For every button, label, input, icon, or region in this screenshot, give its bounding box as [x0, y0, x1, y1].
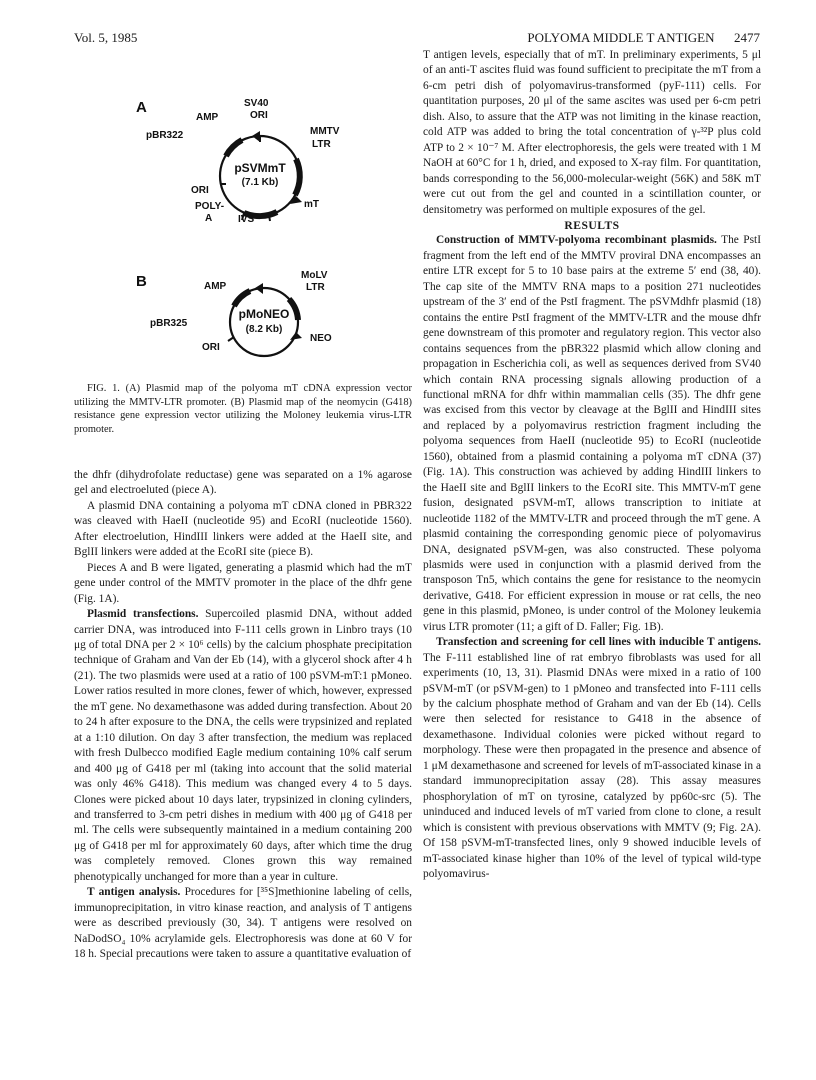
- t-antigen-analysis-body: Procedures for [³⁵S]methionine labeling of cells, immunoprecipitation, in vitro kinase reaction, and analysis of T antigens were as described previously (30, 34). T antigens were resolved on NaDodSO₄ 10% acrylamide gels. Electrophoresis was done at 60 V for 18 h. Special precautions were taken to assure a quantitative evaluation of: [74, 886, 412, 961]
- transfection-screening-heading: Transfection and screening for cell lines with inducible T antigens.: [436, 636, 761, 649]
- arrow-amp: [252, 131, 260, 142]
- right-column: [423, 48, 761, 882]
- left-column: [74, 468, 412, 963]
- right-paragraph-1: T antigen levels, especially that of mT. In preliminary experiments, 5 μl of an anti-T ascites fluid was found sufficient to precipitate the mT from a 6-cm petri dish of polyomavirus-transformed (pyF-111) cells. For quantitation purposes, 20 μl of the same ascites was used per 6-cm petri dish. Also, to assure that the ATP was not limiting in the kinase reaction, cold ATP was added to bring the total concentration of γ-³²P plus cold ATP to 2 × 10⁻⁷ M. After electrophoresis, the gels were treated with 1 M NaOH at 60°C for 1 h, dried, and exposed to X-ray film. For quantitation, bands corresponding to the 56,000-molecular-weight (56K) and 58K mT were cut out from the gel and counted in a scintillation counter, or densitometry was performed on multiple exposures of the gel.: [423, 49, 761, 216]
- volume-label: Vol. 5, 1985: [74, 30, 138, 45]
- arrow-neo: [290, 332, 302, 340]
- label-ltr-b: LTR: [306, 282, 325, 293]
- mmtv-ltr-segment: [295, 159, 300, 195]
- label-sv40: SV40: [244, 98, 269, 109]
- label-poly-a: A: [205, 213, 213, 224]
- left-paragraph-4: [74, 607, 412, 885]
- label-pbr325: pBR325: [150, 318, 188, 329]
- panel-a-letter: A: [136, 99, 147, 116]
- right-paragraph-2: [423, 233, 761, 635]
- left-paragraph-3: Pieces A and B were ligated, generating a plasmid which had the mT gene under control of the MMTV promoter in the place of the dhfr gene (Fig. 1A).: [74, 561, 412, 605]
- results-heading: RESULTS: [564, 218, 620, 232]
- label-neo: NEO: [310, 333, 332, 344]
- figure-1-caption: [74, 382, 412, 436]
- amp-segment: [226, 140, 242, 156]
- label-molv: MoLV: [301, 270, 328, 281]
- plasmid-a-map: [220, 131, 302, 221]
- label-ori-b: ORI: [202, 342, 220, 353]
- label-amp-b: AMP: [204, 281, 227, 292]
- figure-1: [74, 80, 412, 370]
- plasmid-b-name: pMoNEO: [238, 307, 290, 321]
- construction-heading: Construction of MMTV-polyoma recombinant plasmids.: [436, 234, 717, 247]
- ivs-tick: [269, 215, 270, 221]
- panel-b-letter: B: [136, 273, 147, 290]
- label-ori-top: ORI: [250, 110, 268, 121]
- plasmid-b-size: (8.2 Kb): [245, 324, 283, 335]
- label-mmtv: MMTV: [310, 126, 340, 137]
- label-ori-left: ORI: [191, 185, 209, 196]
- label-ivs: IVS: [238, 214, 255, 225]
- caption-text: FIG. 1. (A) Plasmid map of the polyoma mT cDNA expression vector utilizing the MMTV-LTR promoter. (B) Plasmid map of the neomycin (G418) resistance gene expression vector utilizing the Moloney leukemia virus-LTR promoter.: [74, 383, 412, 435]
- label-amp-a: AMP: [196, 112, 219, 123]
- arrow-amp-b: [255, 283, 263, 294]
- plasmid-transfections-body: Supercoiled plasmid DNA, without added carrier DNA, was introduced into F-111 cells grown in Linbro trays (10 μg of total DNA per 2 × 10⁶ cells) by the calcium phosphate precipitation technique of Graham and Van der Eb (14), with a glycerol shock after 4 h (21). The two plasmids were used at a ratio of 100 pSVM-mT:1 pMoneo. Lower ratios resulted in more clones, fewer of which, however, expressed the mT gene. No dexamethasone was added during transfection. About 20 to 24 h after exposure to the DNA, the cells were trypsinized and replated at a 1:10 dilution. On day 3 after transfection, the medium was replaced with fresh Dulbecco modified Eagle medium containing 10% calf serum and 400 μg of G418 per ml (taking into account that the solid material was only 46% G418). This medium was changed every 4 to 5 days. Clones were picked about 10 days later, trypsinized in cloning cylinders, and transferred to 3-cm petri dishes in medium with 400 μg of G418 per ml. The cells were subsequently maintained in a medium containing 200 μg of G418 per ml for approximately 60 days, after which time the drug was completely removed. Clones grown this way remained phenotypically unchanged for more than a year in culture.: [74, 608, 412, 883]
- plasmid-a-size: (7.1 Kb): [241, 177, 279, 188]
- plasmid-maps: [74, 80, 412, 370]
- amp-b-segment: [234, 291, 250, 306]
- label-mt: mT: [304, 199, 319, 210]
- right-paragraph-3: [423, 635, 761, 882]
- title-and-page: [527, 30, 760, 46]
- label-pbr322: pBR322: [146, 130, 184, 141]
- transfection-screening-body: The F-111 established line of rat embryo fibroblasts was used for all experiments (10, 13, 31). Plasmid DNAs were mixed in a ratio of 100 pSVM-mT (or pSVM-gen) to 1 pMoneo and transfected into F-111 cells by the calcium phosphate method of Graham and van der Eb (14). Cells were then selected for resistance to G418 in the absence of dexamethasone. Individual colonies were picked without regard to morphology. These were then propagated in the presence and absence of 1 μM dexamethasone and screened for levels of mT-associated kinase in a standard immunoprecipitation assay (28). This assay measures phosphorylation of mT on tyrosine, catalyzed by pp60c-src (5). The uninduced and induced levels of mT varied from clone to clone, a result which is consistent with previous observations with MMTV (9; Fig. 2A). Of 158 pSVM-mT-transfected lines, only 9 showed inducible levels of mT-associated kinase higher than 10% of the level of typical wild-type polyomavirus-: [423, 651, 761, 881]
- page-number: 2477: [734, 30, 760, 45]
- left-paragraph-2: A plasmid DNA containing a polyoma mT cDNA cloned in PBR322 was cleaved with HaeII (nucleotide 95) and EcoRI (nucleotide 1560). After electroelution, HindIII linkers were added at the HaeII site, and BglII linkers were added at the EcoRI site (piece B).: [74, 499, 412, 559]
- running-title: POLYOMA MIDDLE T ANTIGEN: [527, 30, 715, 45]
- ori-b-tick: [228, 337, 234, 341]
- label-ltr-a: LTR: [312, 139, 331, 150]
- label-poly: POLY-: [195, 201, 225, 212]
- left-paragraph-1: the dhfr (dihydrofolate reductase) gene was separated on a 1% agarose gel and electroeluted (piece A).: [74, 469, 412, 497]
- left-paragraph-5: [74, 885, 412, 962]
- construction-body: The PstI fragment from the left end of the MMTV proviral DNA encompasses an entire LTR except for 5 to 10 base pairs at the extreme 5′ end (38, 40). The cap site of the MMTV RNA maps to a position 271 nucleotides upstream of the 3′ end of the PstI fragment. The pSVMdhfr plasmid (18) contains the entire PstI fragment of the MMTV-LTR and the mouse dhfr gene downstream of this promoter and regulatory region. This vector also contains sequences from the pBR322 plasmid which allow cloning and propagation in Escherichia coli, as well as sequences derived from SV40 which contain RNA processing signals allowing production of a functional mRNA for dhfr within mammalian cells (35). The dhfr gene was excised from this vector by cleavage at the BglII and HindIII sites and replaced by a polyomavirus restriction fragment including the polyoma sequences from HaeII (nucleotide 95) to EcoRI (nucleotide 1560), obtained from a plasmid containing a polyoma mT cDNA (37) (Fig. 1A). This construction was achieved by adding HindIII linkers to the HaeII site and BglII linkers to the EcoRI site. This MMTV-mT gene fusion, designated pSVM-mT, allows transcription to initiate at nucleotide 1182 of the MMTV-LTR and proceed through the mT gene. A plasmid containing the corresponding genomic piece of polyomavirus DNA, designated pSVM-gen, was also constructed. These polyoma plasmids were used in conjunction with a plasmid derived from the transposon Tn5, which contains the gene for resistance to the neomycin derivative, G418. For efficient expression in mouse or rat cells, the neo gene in this plasmid, pMoneo, is under control of the Moloney leukemia virus LTR promoter (11; a gift of D. Faller; Fig. 1B).: [423, 234, 761, 633]
- plasmid-transfections-heading: Plasmid transfections.: [87, 608, 199, 621]
- molv-ltr-segment: [289, 299, 298, 320]
- plasmid-a-name: pSVMmT: [234, 161, 286, 175]
- t-antigen-analysis-heading: T antigen analysis.: [87, 886, 181, 899]
